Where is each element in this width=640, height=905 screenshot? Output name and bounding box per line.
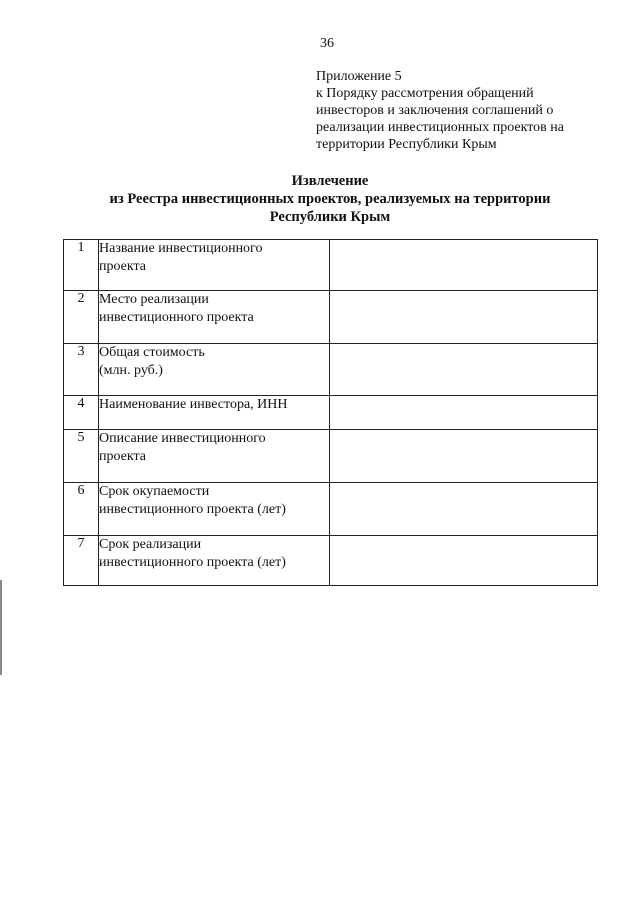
appendix-line: инвесторов и заключения соглашений о bbox=[316, 103, 554, 118]
row-label-line: Срок реализации bbox=[99, 537, 202, 552]
row-label-line: проекта bbox=[99, 259, 146, 274]
row-label-line: инвестиционного проекта (лет) bbox=[99, 502, 286, 517]
heading-subtitle-continued: Республики Крым bbox=[269, 209, 391, 225]
row-number: 4 bbox=[64, 396, 99, 430]
row-label bbox=[99, 291, 330, 344]
registry-extract-table bbox=[63, 239, 598, 586]
row-label-line: Срок окупаемости bbox=[99, 484, 210, 499]
row-label-line: проекта bbox=[99, 449, 146, 464]
appendix-line: Приложение 5 bbox=[316, 69, 402, 84]
table-row bbox=[64, 240, 598, 291]
appendix-line: территории Республики Крым bbox=[316, 137, 497, 152]
table-row bbox=[64, 430, 598, 483]
row-label-line: Описание инвестиционного bbox=[99, 431, 266, 446]
appendix-line: к Порядку рассмотрения обращений bbox=[316, 86, 534, 101]
table-row bbox=[64, 483, 598, 536]
row-label-line: Общая стоимость bbox=[99, 345, 205, 360]
appendix-reference bbox=[316, 68, 616, 153]
row-label bbox=[99, 396, 330, 430]
row-number: 1 bbox=[64, 240, 99, 291]
row-label bbox=[99, 344, 330, 396]
table-row bbox=[64, 291, 598, 344]
row-label-line: инвестиционного проекта (лет) bbox=[99, 555, 286, 570]
row-label bbox=[99, 430, 330, 483]
document-heading bbox=[60, 172, 600, 226]
row-number: 7 bbox=[64, 536, 99, 586]
table-row bbox=[64, 396, 598, 430]
row-label-line: (млн. руб.) bbox=[99, 363, 163, 378]
row-number: 6 bbox=[64, 483, 99, 536]
row-label-line: Название инвестиционного bbox=[99, 241, 263, 256]
row-label bbox=[99, 483, 330, 536]
row-number: 5 bbox=[64, 430, 99, 483]
row-value-cell bbox=[330, 396, 598, 430]
heading-title: Извлечение bbox=[291, 173, 369, 189]
scan-edge-mark bbox=[0, 580, 2, 675]
table-row bbox=[64, 536, 598, 586]
row-label bbox=[99, 536, 330, 586]
heading-subtitle: из Реестра инвестиционных проектов, реализуемых на территории bbox=[109, 191, 551, 207]
row-value-cell bbox=[330, 344, 598, 396]
row-value-cell bbox=[330, 430, 598, 483]
row-label bbox=[99, 240, 330, 291]
row-label-line: инвестиционного проекта bbox=[99, 310, 254, 325]
table-row bbox=[64, 344, 598, 396]
row-label-line: Наименование инвестора, ИНН bbox=[99, 397, 288, 412]
row-value-cell bbox=[330, 291, 598, 344]
appendix-line: реализации инвестиционных проектов на bbox=[316, 120, 564, 135]
row-value-cell bbox=[330, 536, 598, 586]
row-value-cell bbox=[330, 483, 598, 536]
row-number: 2 bbox=[64, 291, 99, 344]
row-value-cell bbox=[330, 240, 598, 291]
page-number: 36 bbox=[320, 36, 334, 51]
row-number: 3 bbox=[64, 344, 99, 396]
row-label-line: Место реализации bbox=[99, 292, 209, 307]
